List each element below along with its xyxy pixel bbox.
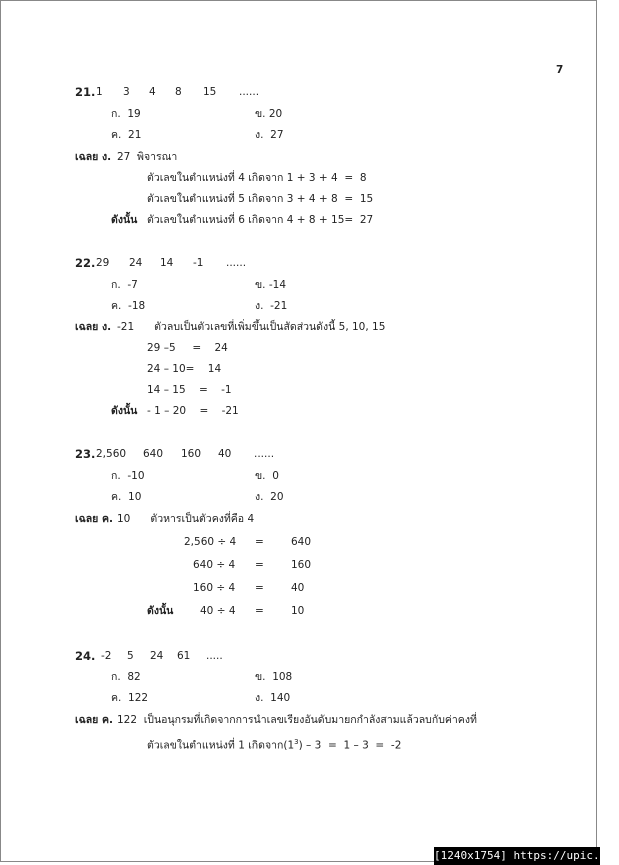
- q21-line-1: ตัวเลขในตำแหน่งที่ 4 เกิดจาก 1 + 3 + 4 = 8: [147, 172, 367, 184]
- q23-row-4-lhs: 40 ÷ 4: [200, 605, 236, 617]
- q23-row-2-rhs: 160: [291, 559, 312, 571]
- q22-seq-4: -1: [193, 257, 204, 269]
- q22-choice-c: ค. -18: [111, 300, 146, 312]
- q22-final: - 1 – 20 = -21: [147, 405, 239, 417]
- q22-line-2: 24 – 10= 14: [147, 363, 222, 375]
- q21-choice-a: ก. 19: [111, 108, 141, 120]
- q23-row-3-rhs: 40: [291, 582, 305, 594]
- q22-seq-5: ......: [226, 257, 247, 269]
- q23-row-2-lhs: 640 ÷ 4: [193, 559, 236, 571]
- q24-seq-4: 61: [177, 650, 191, 662]
- q24-line-pre: ตัวเลขในตำแหน่งที่ 1 เกิดจาก(1: [147, 739, 295, 752]
- q24-seq-3: 24: [150, 650, 164, 662]
- q23-answer-text: 10 ตัวหารเป็นตัวคงที่คือ 4: [117, 513, 255, 525]
- q21-choice-b: ข. 20: [255, 108, 283, 120]
- q21-seq-6: ......: [239, 86, 260, 98]
- q24-choice-d: ง. 140: [255, 692, 291, 704]
- q23-therefore: ดังนั้น: [147, 605, 174, 617]
- q21-seq-4: 8: [175, 86, 182, 98]
- q24-answer-label: เฉลย ค.: [75, 714, 113, 726]
- q23-choice-c: ค. 10: [111, 491, 142, 503]
- q24-number: 24.: [75, 649, 96, 663]
- q21-seq-1: 1: [96, 86, 103, 98]
- q22-choice-d: ง. -21: [255, 300, 288, 312]
- q23-seq-5: ......: [254, 448, 275, 460]
- page-number: 7: [556, 64, 564, 76]
- q21-therefore: ดังนั้น: [111, 214, 138, 226]
- q22-seq-2: 24: [129, 257, 143, 269]
- q22-therefore: ดังนั้น: [111, 405, 138, 417]
- q23-choice-b: ข. 0: [255, 470, 279, 482]
- q22-line-3: 14 – 15 = -1: [147, 384, 232, 396]
- q23-seq-3: 160: [181, 448, 202, 460]
- q22-seq-3: 14: [160, 257, 174, 269]
- q22-choice-b: ข. -14: [255, 279, 287, 291]
- q23-row-1-eq: =: [255, 536, 264, 548]
- q23-row-3-eq: =: [255, 582, 264, 594]
- q24-seq-2: 5: [127, 650, 134, 662]
- q21-choice-d: ง. 27: [255, 129, 284, 141]
- q21-final: ตัวเลขในตำแหน่งที่ 6 เกิดจาก 4 + 8 + 15= 27: [147, 214, 374, 226]
- q22-answer-label: เฉลย ง.: [75, 321, 112, 333]
- q21-number: 21.: [75, 85, 96, 99]
- q23-seq-1: 2,560: [96, 448, 127, 460]
- q23-row-3-lhs: 160 ÷ 4: [193, 582, 236, 594]
- q24-line: [147, 735, 401, 753]
- q24-choice-b: ข. 108: [255, 671, 293, 683]
- q21-answer-text: 27 พิจารณา: [117, 151, 178, 163]
- q23-seq-4: 40: [218, 448, 232, 460]
- q22-seq-1: 29: [96, 257, 110, 269]
- q22-answer-text: -21 ตัวลบเป็นตัวเลขที่เพิ่มขึ้นเป็นสัดส่วนดังนี้ 5, 10, 15: [117, 321, 386, 333]
- q23-seq-2: 640: [143, 448, 164, 460]
- q21-choice-c: ค. 21: [111, 129, 142, 141]
- q24-seq-1: -2: [101, 650, 112, 662]
- q23-row-4-eq: =: [255, 605, 264, 617]
- q24-line-exponent: 3: [294, 738, 299, 746]
- q21-line-2: ตัวเลขในตำแหน่งที่ 5 เกิดจาก 3 + 4 + 8 = 15: [147, 193, 374, 205]
- q24-choice-c: ค. 122: [111, 692, 149, 704]
- q21-seq-3: 4: [149, 86, 156, 98]
- q24-line-post: ) – 3 = 1 – 3 = -2: [298, 739, 402, 752]
- q23-row-1-rhs: 640: [291, 536, 312, 548]
- q22-line-1: 29 –5 = 24: [147, 342, 228, 354]
- q24-seq-5: .....: [206, 650, 223, 662]
- q22-number: 22.: [75, 256, 96, 270]
- q23-row-2-eq: =: [255, 559, 264, 571]
- q24-choice-a: ก. 82: [111, 671, 141, 683]
- image-size-footer: [1240x1754] https://upic.me/: [434, 847, 600, 865]
- q23-answer-label: เฉลย ค.: [75, 513, 113, 525]
- q21-answer-label: เฉลย ง.: [75, 151, 112, 163]
- q24-answer-text: 122 เป็นอนุกรมที่เกิดจากการนำเลขเรียงอันดับมายกกำลังสามแล้วลบกับค่าคงที่: [117, 714, 477, 726]
- q23-choice-d: ง. 20: [255, 491, 284, 503]
- q23-row-4-rhs: 10: [291, 605, 305, 617]
- q21-seq-5: 15: [203, 86, 217, 98]
- q22-choice-a: ก. -7: [111, 279, 138, 291]
- q23-row-1-lhs: 2,560 ÷ 4: [184, 536, 237, 548]
- q21-seq-2: 3: [123, 86, 130, 98]
- q23-number: 23.: [75, 447, 96, 461]
- q23-choice-a: ก. -10: [111, 470, 145, 482]
